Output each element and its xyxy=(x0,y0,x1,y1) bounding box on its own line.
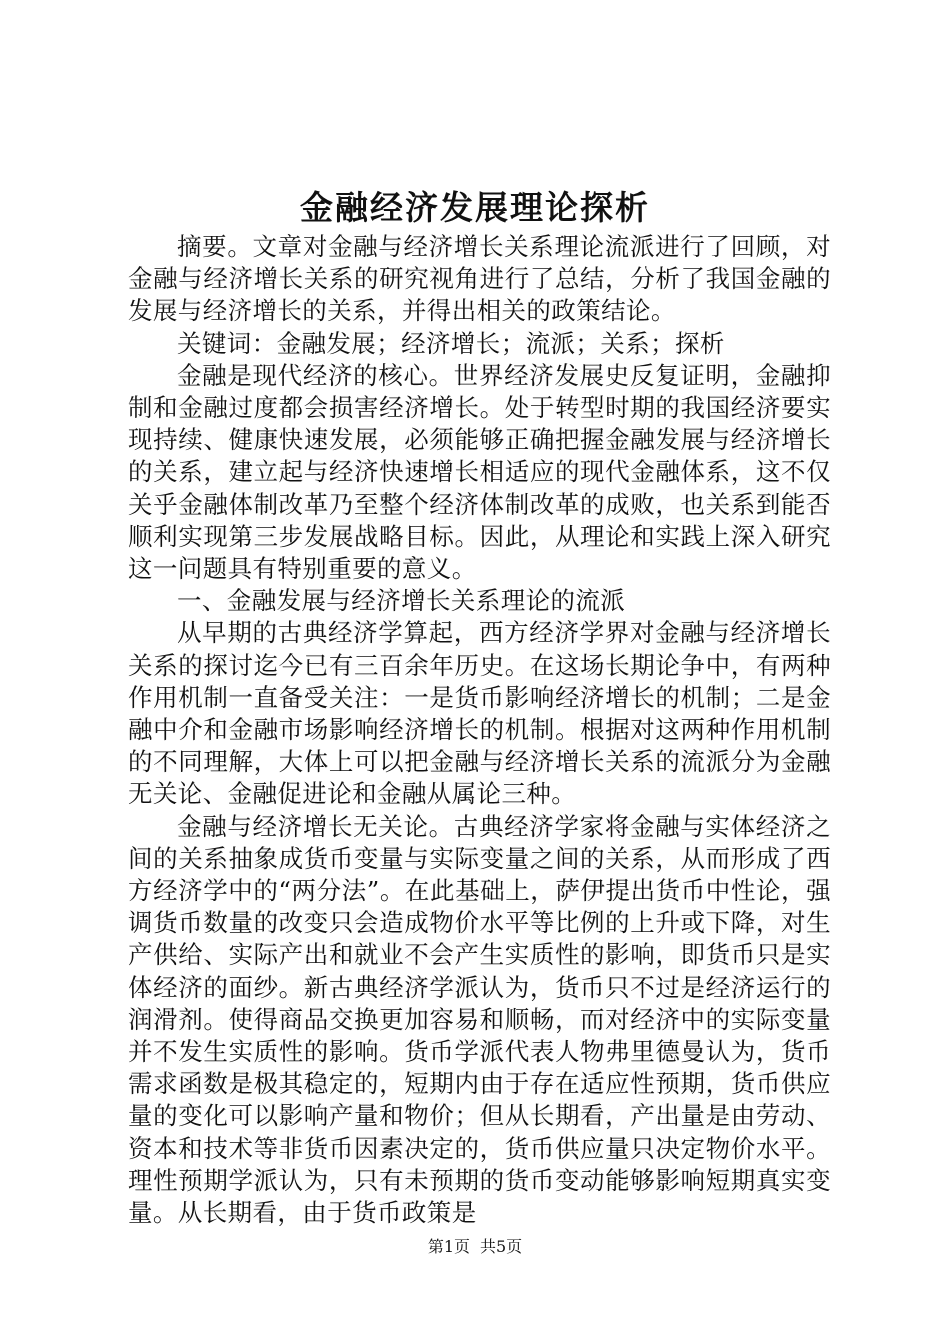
page-number: 第1页 xyxy=(427,1237,470,1256)
abstract-paragraph: 摘要。文章对金融与经济增长关系理论流派进行了回顾，对金融与经济增长关系的研究视角进行了总结，分析了我国金融的发展与经济增长的关系，并得出相关的政策结论。 xyxy=(128,232,831,326)
document-title: 金融经济发展理论探析 xyxy=(300,188,650,227)
page-footer xyxy=(0,1236,950,1258)
intro-paragraph: 金融是现代经济的核心。世界经济发展史反复证明，金融抑制和金融过度都会损害经济增长。处于转型时期的我国经济要实现持续、健康快速发展，必须能够正确把握金融发展与经济增长的关系，建立起与经济快速增长相适应的现代金融体系，这不仅关乎金融体制改革乃至整个经济体制改革的成败，也关系到能否顺利实现第三步发展战略目标。因此，从理论和实践上深入研究这一问题具有特别重要的意义。 xyxy=(128,360,831,584)
page-total: 共5页 xyxy=(480,1237,523,1256)
document-body xyxy=(128,231,831,1229)
body-paragraph: 金融与经济增长无关论。古典经济学家将金融与实体经济之间的关系抽象成货币变量与实际变量之间的关系，从而形成了西方经济学中的“两分法”。在此基础上，萨伊提出货币中性论，强调货币数量的改变只会造成物价水平等比例的上升或下降，对生产供给、实际产出和就业不会产生实质性的影响，即货币只是实体经济的面纱。新古典经济学派认为，货币只不过是经济运行的润滑剂。使得商品交换更加容易和顺畅，而对经济中的实际变量并不发生实质性的影响。货币学派代表人物弗里德曼认为，货币需求函数是极其稳定的，短期内由于存在适应性预期，货币供应量的变化可以影响产量和物价；但从长期看，产出量是由劳动、资本和技术等非货币因素决定的，货币供应量只决定物价水平。理性预期学派认为，只有未预期的货币变动能够影响短期真实变量。从长期看，由于货币政策是 xyxy=(128,811,831,1228)
body-paragraph: 从早期的古典经济学算起，西方经济学界对金融与经济增长关系的探讨迄今已有三百余年历史。在这场长期论争中，有两种作用机制一直备受关注：一是货币影响经济增长的机制；二是金融中介和金融市场影响经济增长的机制。根据对这两种作用机制的不同理解，大体上可以把金融与经济增长关系的流派分为金融无关论、金融促进论和金融从属论三种。 xyxy=(128,618,831,809)
keywords-paragraph: 关键词：金融发展；经济增长；流派；关系；探析 xyxy=(177,328,725,358)
section-heading: 一、金融发展与经济增长关系理论的流派 xyxy=(177,586,626,616)
